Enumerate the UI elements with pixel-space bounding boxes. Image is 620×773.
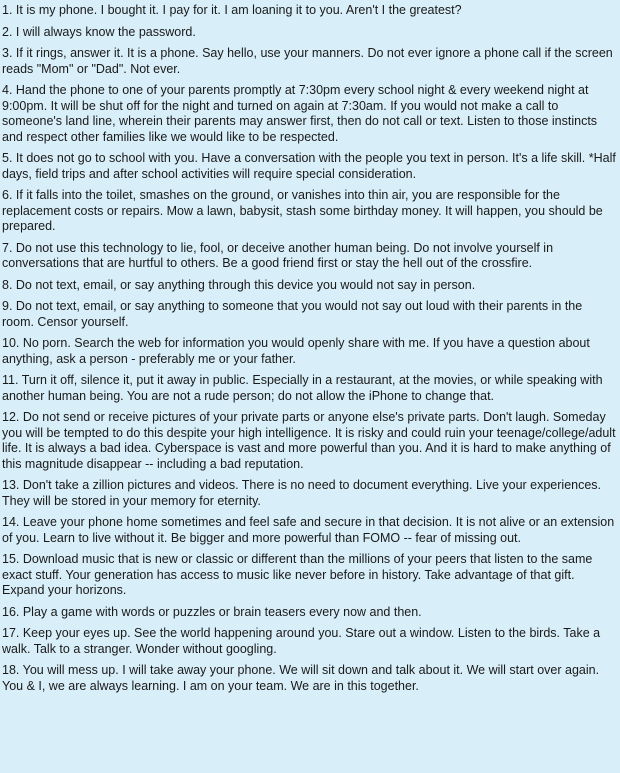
- rule-1: 1. It is my phone. I bought it. I pay for it. I am loaning it to you. Aren't I the greatest?: [2, 3, 462, 17]
- rule-11: 11. Turn it off, silence it, put it away in public. Especially in a restaurant, at the movies, or while speaking with another human being. You are not a rude person; do not allow the iPhone to change that.: [2, 373, 603, 403]
- rule-6: 6. If it falls into the toilet, smashes on the ground, or vanishes into thin air, you are responsible for the replacement costs or repairs. Mow a lawn, babysit, stash some birthday money. It will happen, you should be prepared.: [2, 188, 603, 233]
- rule-7: 7. Do not use this technology to lie, fool, or deceive another human being. Do not involve yourself in conversations that are hurtful to others. Be a good friend first or stay the hell out of the crossfire.: [2, 240, 554, 270]
- rule-10: 10. No porn. Search the web for information you would openly share with me. If you have a question about anything, ask a person - preferably me or your father.: [2, 336, 590, 366]
- rule-3: 3. If it rings, answer it. It is a phone. Say hello, use your manners. Do not ever ignore a phone call if the screen reads "Mom" or "Dad". Not ever.: [2, 46, 613, 76]
- rule-14: 14. Leave your phone home sometimes and feel safe and secure in that decision. It is not alive or an extension of you. Learn to live without it. Be bigger and more powerful than FOMO -- fear of missing out.: [2, 515, 615, 545]
- rule-16: 16. Play a game with words or puzzles or brain teasers every now and then.: [2, 604, 422, 619]
- rule-9: 9. Do not text, email, or say anything to someone that you would not say out loud with their parents in the room. Censor yourself.: [2, 299, 583, 329]
- rule-8: 8. Do not text, email, or say anything through this device you would not say in person.: [2, 277, 476, 292]
- rule-17: 17. Keep your eyes up. See the world happening around you. Stare out a window. Listen to the birds. Take a walk. Talk to a stranger. Wonder without googling.: [2, 626, 601, 656]
- rule-5: 5. It does not go to school with you. Have a conversation with the people you text in person. It's a life skill. *Half days, field trips and after school activities will require special consideration.: [2, 151, 616, 181]
- rule-13: 13. Don't take a zillion pictures and videos. There is no need to document everything. Live your experiences. They will be stored in your memory for eternity.: [2, 478, 602, 508]
- rule-15: 15. Download music that is new or classic or different than the millions of your peers that listen to the same exact stuff. Your generation has access to music like never before in history. Take advantage of that gift. Expand your horizons.: [2, 552, 593, 597]
- rule-18: 18. You will mess up. I will take away your phone. We will sit down and talk about it. We will start over again. You & I, we are always learning. I am on your team. We are in this together.: [2, 663, 600, 693]
- rule-2: 2. I will always know the password.: [2, 24, 196, 39]
- rule-12: 12. Do not send or receive pictures of your private parts or anyone else's private parts. Don't laugh. Someday you will be tempted to do this despite your high intelligence. It is risky and could ruin your teenage/college/adult life. It is always a bad idea. Cyberspace is vast and more powerful than you. And it is hard to make anything of this magnitude disappear -- including a bad reputation.: [2, 410, 616, 471]
- rule-4: 4. Hand the phone to one of your parents promptly at 7:30pm every school night & every weekend night at 9:00pm. It will be shut off for the night and turned on again at 7:30am. If you would not make a call to someone's land line, wherein their parents may answer first, then do not call or text. Listen to those instincts and respect other families like we would like to be respected.: [2, 83, 598, 144]
